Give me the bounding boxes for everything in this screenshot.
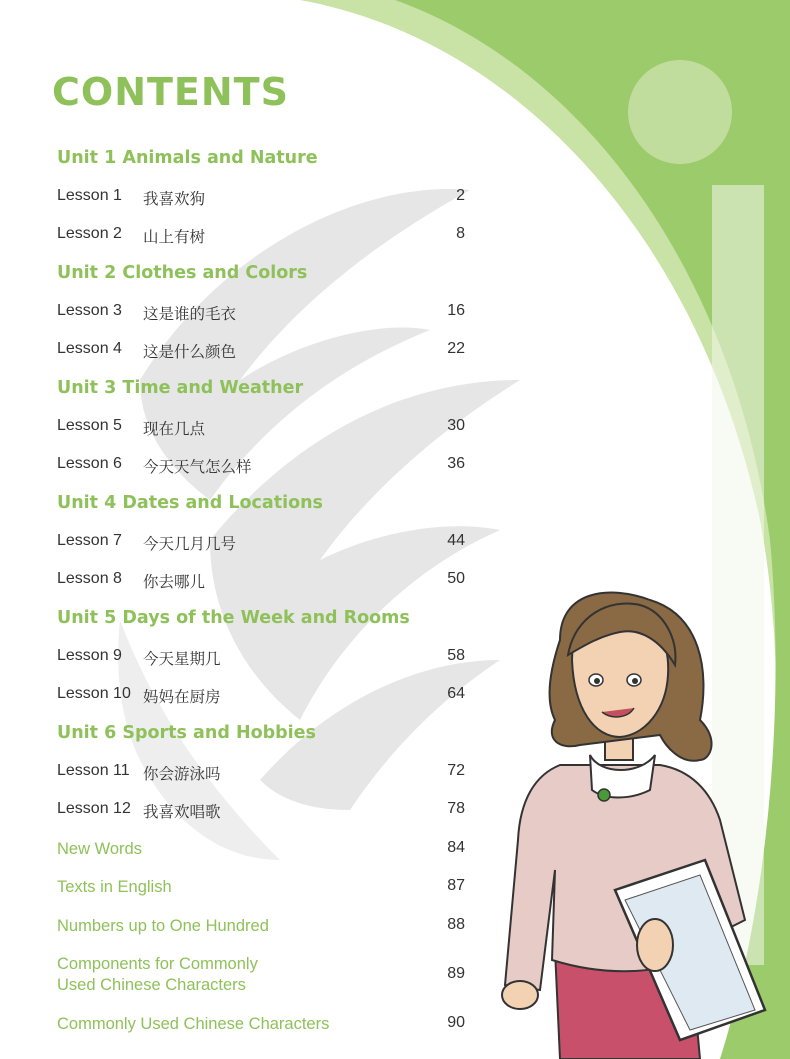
page-number: 84 xyxy=(447,839,465,856)
lesson-chinese-title: 这是什么颜色 xyxy=(143,343,237,361)
toc-entry-new-words[interactable] xyxy=(57,839,142,860)
lesson-row-10[interactable] xyxy=(57,685,221,706)
lesson-chinese-title: 我喜欢唱歌 xyxy=(143,803,221,821)
lesson-label: Lesson 12 xyxy=(57,800,131,817)
lesson-row-7[interactable] xyxy=(57,532,237,553)
lesson-row-5[interactable] xyxy=(57,417,206,438)
toc-entry-common-characters[interactable] xyxy=(57,1014,329,1035)
lesson-chinese-title: 今天星期几 xyxy=(143,650,221,668)
toc-entry-texts-in-english[interactable] xyxy=(57,877,172,898)
entry-label-line-2: Used Chinese Characters xyxy=(57,976,246,994)
page-number: 88 xyxy=(447,916,465,933)
unit-heading-1: Unit 1 Animals and Nature xyxy=(57,148,318,168)
lesson-chinese-title: 山上有树 xyxy=(143,228,206,246)
page-number: 2 xyxy=(456,187,465,204)
lesson-chinese-title: 我喜欢狗 xyxy=(143,190,206,208)
page-number: 16 xyxy=(447,302,465,319)
lesson-row-4[interactable] xyxy=(57,340,237,361)
lesson-label: Lesson 3 xyxy=(57,302,122,319)
lesson-chinese-title: 你去哪儿 xyxy=(143,573,206,591)
lesson-row-3[interactable] xyxy=(57,302,237,323)
lesson-row-1[interactable] xyxy=(57,187,206,208)
lesson-row-12[interactable] xyxy=(57,800,221,821)
lesson-label: Lesson 9 xyxy=(57,647,122,664)
unit-heading-6: Unit 6 Sports and Hobbies xyxy=(57,723,316,743)
lesson-chinese-title: 今天几月几号 xyxy=(143,535,237,553)
lesson-row-8[interactable] xyxy=(57,570,206,591)
lesson-label: Lesson 10 xyxy=(57,685,131,702)
lesson-row-11[interactable] xyxy=(57,762,221,783)
lesson-label: Lesson 7 xyxy=(57,532,122,549)
page-number: 78 xyxy=(447,800,465,817)
lesson-label: Lesson 4 xyxy=(57,340,122,357)
lesson-chinese-title: 你会游泳吗 xyxy=(143,765,221,783)
page-number: 58 xyxy=(447,647,465,664)
unit-heading-5: Unit 5 Days of the Week and Rooms xyxy=(57,608,410,628)
entry-label: Commonly Used Chinese Characters xyxy=(57,1015,330,1033)
lesson-label: Lesson 6 xyxy=(57,455,122,472)
lesson-label: Lesson 5 xyxy=(57,417,122,434)
lesson-chinese-title: 妈妈在厨房 xyxy=(143,688,221,706)
lesson-chinese-title: 这是谁的毛衣 xyxy=(143,305,237,323)
page-number: 44 xyxy=(447,532,465,549)
page-number: 30 xyxy=(447,417,465,434)
lesson-row-9[interactable] xyxy=(57,647,221,668)
entry-label-line-1: Components for Commonly xyxy=(57,955,258,973)
entry-label: Numbers up to One Hundred xyxy=(57,917,269,935)
unit-heading-3: Unit 3 Time and Weather xyxy=(57,378,304,398)
unit-heading-4: Unit 4 Dates and Locations xyxy=(57,493,323,513)
unit-heading-2: Unit 2 Clothes and Colors xyxy=(57,263,308,283)
lesson-row-2[interactable] xyxy=(57,225,206,246)
lesson-chinese-title: 现在几点 xyxy=(143,420,206,438)
page-number: 90 xyxy=(447,1014,465,1031)
lesson-label: Lesson 11 xyxy=(57,762,130,779)
page-title: CONTENTS xyxy=(52,70,289,114)
entry-label: Texts in English xyxy=(57,878,172,896)
page-number: 50 xyxy=(447,570,465,587)
toc-entry-numbers[interactable] xyxy=(57,916,269,937)
page-number: 89 xyxy=(447,965,465,982)
lesson-row-6[interactable] xyxy=(57,455,252,476)
page-number: 87 xyxy=(447,877,465,894)
page-number: 72 xyxy=(447,762,465,779)
entry-label: New Words xyxy=(57,840,142,858)
page-number: 8 xyxy=(456,225,465,242)
page-number: 36 xyxy=(447,455,465,472)
page-number: 64 xyxy=(447,685,465,702)
lesson-chinese-title: 今天天气怎么样 xyxy=(143,458,252,476)
toc-entry-components[interactable] xyxy=(57,954,258,996)
lesson-label: Lesson 8 xyxy=(57,570,122,587)
page-number: 22 xyxy=(447,340,465,357)
lesson-label: Lesson 1 xyxy=(57,187,122,204)
lesson-label: Lesson 2 xyxy=(57,225,122,242)
